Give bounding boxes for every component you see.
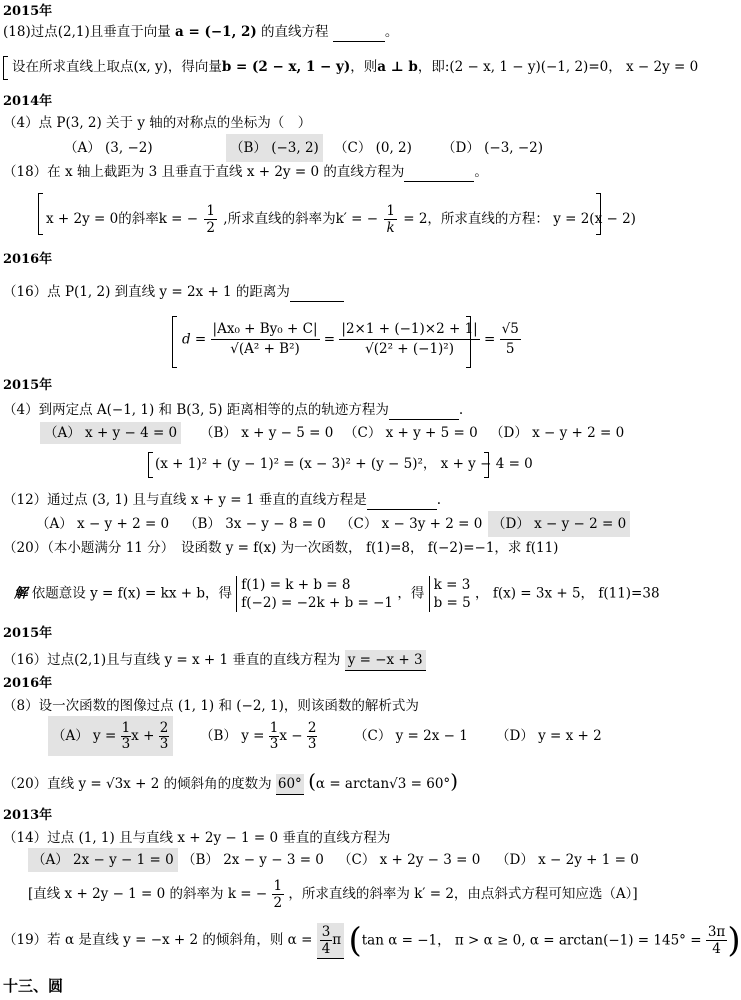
fraction [384, 203, 397, 236]
fraction [159, 721, 170, 752]
section-heading: 十三、圆 [3, 977, 64, 995]
option-a: （A） (3, −2) [64, 140, 153, 156]
year-heading: 2015年 [3, 626, 53, 641]
fraction [320, 924, 333, 957]
equation: b = 5 [433, 595, 471, 611]
numerator: 2 [307, 720, 317, 736]
equals: = [323, 331, 336, 348]
option-b: （B） 2x − y − 3 = 0 [182, 852, 324, 868]
option-text: y = [93, 728, 117, 744]
vector-b: b = (2 − x, 1 − y) [221, 59, 351, 75]
denominator: 3 [269, 736, 279, 752]
solution-text: ， f(x) = 3x + 5， f(11)=38 [475, 585, 660, 602]
perp-relation: a ⊥ b [377, 59, 418, 75]
denominator: 3 [307, 736, 317, 752]
denominator: 3 [121, 736, 131, 752]
option-a-correct [48, 716, 173, 756]
solution-14-2013 [28, 878, 638, 911]
numerator: 1 [206, 203, 215, 219]
fraction [121, 721, 132, 752]
solution-text: 设在所求直线上取点(x, y)，得向量 [12, 59, 222, 75]
question-16-2015 [3, 650, 426, 670]
answer-blank [389, 403, 459, 420]
solution-text: ，得 [397, 585, 425, 602]
solution-text: α = arctan√3 = 60° [315, 776, 451, 792]
option-text: y = [241, 728, 265, 744]
question-text: （19）若 α 是直线 y = −x + 2 的倾斜角，则 α = [3, 932, 313, 948]
denominator: k [386, 220, 395, 236]
paren-close: ) [727, 920, 741, 961]
fraction [204, 203, 217, 236]
paren-open: ( [348, 920, 362, 961]
question-text: （4）到两定点 A(−1, 1) 和 B(3, 5) 距离相等的点的轨迹方程为 [3, 402, 389, 418]
option-a-correct: （A） 2x − y − 1 = 0 [28, 848, 178, 872]
option-c: （C） y = 2x − 1 [354, 728, 468, 744]
equation: k = 3 [433, 577, 471, 593]
question-20-2015: （20）（本小题满分 11 分） 设函数 y = f(x) 为一次函数， f(1)=8， f(−2)=−1，求 f(11) [3, 540, 559, 556]
denominator: 4 [321, 940, 331, 957]
solution-text: ,所求直线的斜率为k′ = − [223, 211, 379, 227]
answer-filled: y = −x + 3 [345, 650, 426, 671]
year-heading: 2015年 [3, 4, 53, 19]
numerator: 3 [321, 923, 331, 940]
year-heading: 2016年 [3, 252, 53, 267]
question-text: （16）点 P(1, 2) 到直线 y = 2x + 1 的距离为 [3, 284, 290, 300]
question-text: （16）过点(2,1)且与直线 y = x + 1 垂直的直线方程为 [3, 652, 341, 668]
fraction [339, 320, 479, 359]
solution-text: [直线 x + 2y − 1 = 0 的斜率为 k = − [28, 886, 268, 902]
year-heading: 2014年 [3, 94, 53, 109]
paren-close: ) [450, 769, 458, 793]
option-d: （D） y = x + 2 [496, 728, 602, 744]
answer-blank [404, 165, 474, 182]
denominator: 2 [273, 895, 283, 911]
numerator: 1 [273, 878, 283, 894]
numerator: 1 [121, 720, 131, 736]
option-b [196, 716, 321, 756]
denominator: 3 [159, 736, 169, 752]
question-8-2016: （8）设一次函数的图像过点 (1, 1) 和 (−2, 1)，则该函数的解析式为 [3, 698, 419, 714]
option-label: （A） [52, 728, 89, 744]
punct: 。 [474, 164, 488, 180]
year-heading: 2013年 [3, 808, 53, 823]
option-c: （C） x + 2y − 3 = 0 [338, 852, 481, 868]
solution-20-2015 [14, 576, 660, 612]
solution-text: tan α = −1， π > α ≥ 0, α = arctan(−1) = 145° = [361, 932, 702, 949]
denominator: 5 [505, 341, 515, 357]
numerator: 1 [386, 203, 395, 219]
numerator: 2 [159, 720, 169, 736]
numerator: |2×1 + (−1)×2 + 1| [339, 320, 479, 340]
question-20-2016 [3, 768, 458, 797]
equals: = [484, 331, 496, 348]
solution-text: = 2，所求直线的方程： y = 2(x − 2) [403, 211, 636, 227]
question-14-2013: （14）过点 (1, 1) 且与直线 x + 2y − 1 = 0 垂直的直线方程为 [3, 830, 391, 846]
solution-4-2015: (x + 1)² + (y − 1)² = (x − 3)² + (y − 5)²， x + y − 4 = 0 [155, 456, 533, 472]
question-text: （18）在 x 轴上截距为 3 且垂直于直线 x + 2y = 0 的直线方程为 [3, 164, 405, 180]
option-c: （C） x − 3y + 2 = 0 [340, 516, 483, 532]
distance-formula [182, 320, 521, 359]
fraction [211, 320, 320, 359]
question-text: （12）通过点 (3, 1) 且与直线 x + y = 1 垂直的直线方程是 [3, 492, 367, 508]
solution-label: 解 [14, 585, 28, 602]
numerator: 3π [707, 924, 726, 940]
fraction [272, 878, 285, 911]
denominator: √(2² + (−1)²) [365, 341, 454, 357]
solution-18-2015 [12, 57, 698, 77]
answer-blank [367, 493, 437, 510]
option-c: （C） x + y + 5 = 0 [344, 425, 478, 441]
denominator: √(A² + B²) [230, 341, 300, 357]
punct: 。 [384, 24, 399, 40]
answer-filled: 60° [276, 774, 304, 795]
question-text: 的直线方程 [261, 24, 329, 40]
solution-text: x + 2y = 0的斜率k = − [46, 211, 199, 227]
question-text: (18)过点(2,1)且垂直于向量 [3, 24, 171, 40]
question-4-2014: （4）点 P(3, 2) 关于 y 轴的对称点的坐标为（ ） [3, 115, 312, 131]
question-4-2015 [3, 400, 463, 420]
option-b-correct: （B） (−3, 2) [226, 134, 323, 162]
option-b: （B） 3x − y − 8 = 0 [184, 516, 326, 532]
question-text: （20）直线 y = √3x + 2 的倾斜角的度数为 [3, 776, 272, 792]
fraction [706, 924, 727, 957]
option-text: x + [131, 728, 155, 744]
denominator: 4 [712, 941, 721, 957]
equation: f(1) = k + b = 8 [241, 577, 351, 593]
option-d: （D） (−3, −2) [442, 140, 544, 156]
option-b: （B） x + y − 5 = 0 [200, 425, 334, 441]
punct: . [436, 492, 442, 508]
solution-text: 依题意设 y = f(x) = kx + b，得 [31, 585, 232, 602]
fraction [307, 721, 318, 752]
solution-text: ，即:(2 − x, 1 − y)(−1, 2)=0， x − 2y = 0 [417, 59, 699, 75]
fraction [269, 721, 280, 752]
answer-filled [317, 923, 344, 959]
year-heading: 2016年 [3, 676, 53, 691]
question-18-2014 [3, 162, 488, 182]
question-18-2015 [3, 22, 398, 42]
question-12-2015 [3, 490, 441, 510]
pi-symbol: π [332, 931, 342, 948]
d-label: d = [182, 331, 207, 348]
option-d-correct: （D） x − y − 2 = 0 [488, 511, 630, 537]
year-heading: 2015年 [3, 378, 53, 393]
vector-a: a = (−1, 2) [175, 24, 257, 40]
option-d: （D） x − y + 2 = 0 [490, 425, 625, 441]
question-19-2013 [3, 920, 741, 961]
option-c: （C） (0, 2) [334, 140, 412, 156]
solution-18-2014 [46, 203, 636, 236]
bracket-left [148, 452, 153, 478]
solution-text: ，所求直线的斜率为 k′ = 2，由点斜式方程可知应选（A）] [288, 886, 638, 902]
bracket-left [172, 316, 177, 368]
paren-open: ( [308, 769, 316, 793]
option-text: x − [279, 728, 303, 744]
punct: . [458, 402, 464, 418]
solution-text: ，则 [350, 59, 378, 75]
option-a: （A） x − y + 2 = 0 [36, 516, 170, 532]
answer-blank [333, 25, 385, 42]
bracket-left [38, 193, 43, 235]
option-d: （D） x − 2y + 1 = 0 [496, 852, 639, 868]
answer-blank [290, 285, 344, 302]
equation: f(−2) = −2k + b = −1 [241, 595, 394, 611]
numerator: |Ax₀ + By₀ + C| [211, 320, 320, 340]
fraction [500, 320, 521, 359]
system-of-equations [236, 576, 393, 612]
bracket-left [3, 56, 8, 80]
option-label: （B） [200, 728, 237, 744]
option-a-correct: （A） x + y − 4 = 0 [40, 422, 181, 444]
numerator: √5 [500, 320, 521, 340]
system-solution [429, 576, 471, 612]
question-16-2016 [3, 282, 344, 302]
numerator: 1 [269, 720, 279, 736]
denominator: 2 [206, 220, 215, 236]
